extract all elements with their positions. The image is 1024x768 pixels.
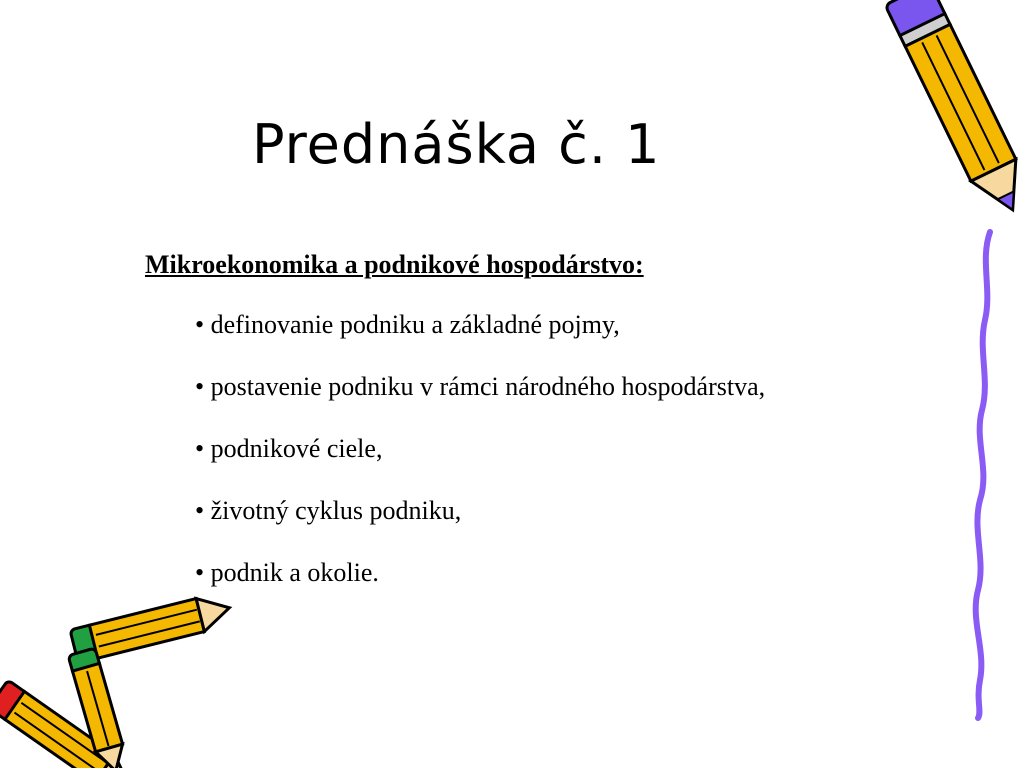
- bullet-marker: •: [195, 496, 205, 525]
- bullet-item: [195, 496, 765, 558]
- bullet-text: postavenie podniku v rámci národného hospodárstva,: [210, 372, 766, 401]
- bullet-item: [195, 434, 765, 496]
- bullet-text: definovanie podniku a základné pojmy,: [210, 310, 620, 339]
- bullet-marker: •: [195, 310, 205, 339]
- bullet-list: [195, 310, 765, 620]
- pencil-scribble-clipart: [840, 0, 1024, 768]
- bullet-item: [195, 372, 765, 434]
- bullet-text: podnikové ciele,: [210, 434, 383, 463]
- bullet-text: podnik a okolie.: [210, 558, 379, 587]
- bullet-item: [195, 558, 765, 620]
- scribble-line-icon: [976, 232, 990, 718]
- bullet-marker: •: [195, 434, 205, 463]
- pencil-icon: [885, 0, 1024, 221]
- bullet-text: životný cyklus podniku,: [210, 496, 462, 525]
- slide-title: Prednáška č. 1: [252, 113, 661, 176]
- bullet-item: [195, 310, 765, 372]
- bullet-marker: •: [195, 372, 205, 401]
- slide-subheading: Mikroekonomika a podnikové hospodárstvo:: [145, 250, 644, 279]
- crossed-pencils-clipart: [0, 610, 210, 768]
- bullet-marker: •: [195, 558, 205, 587]
